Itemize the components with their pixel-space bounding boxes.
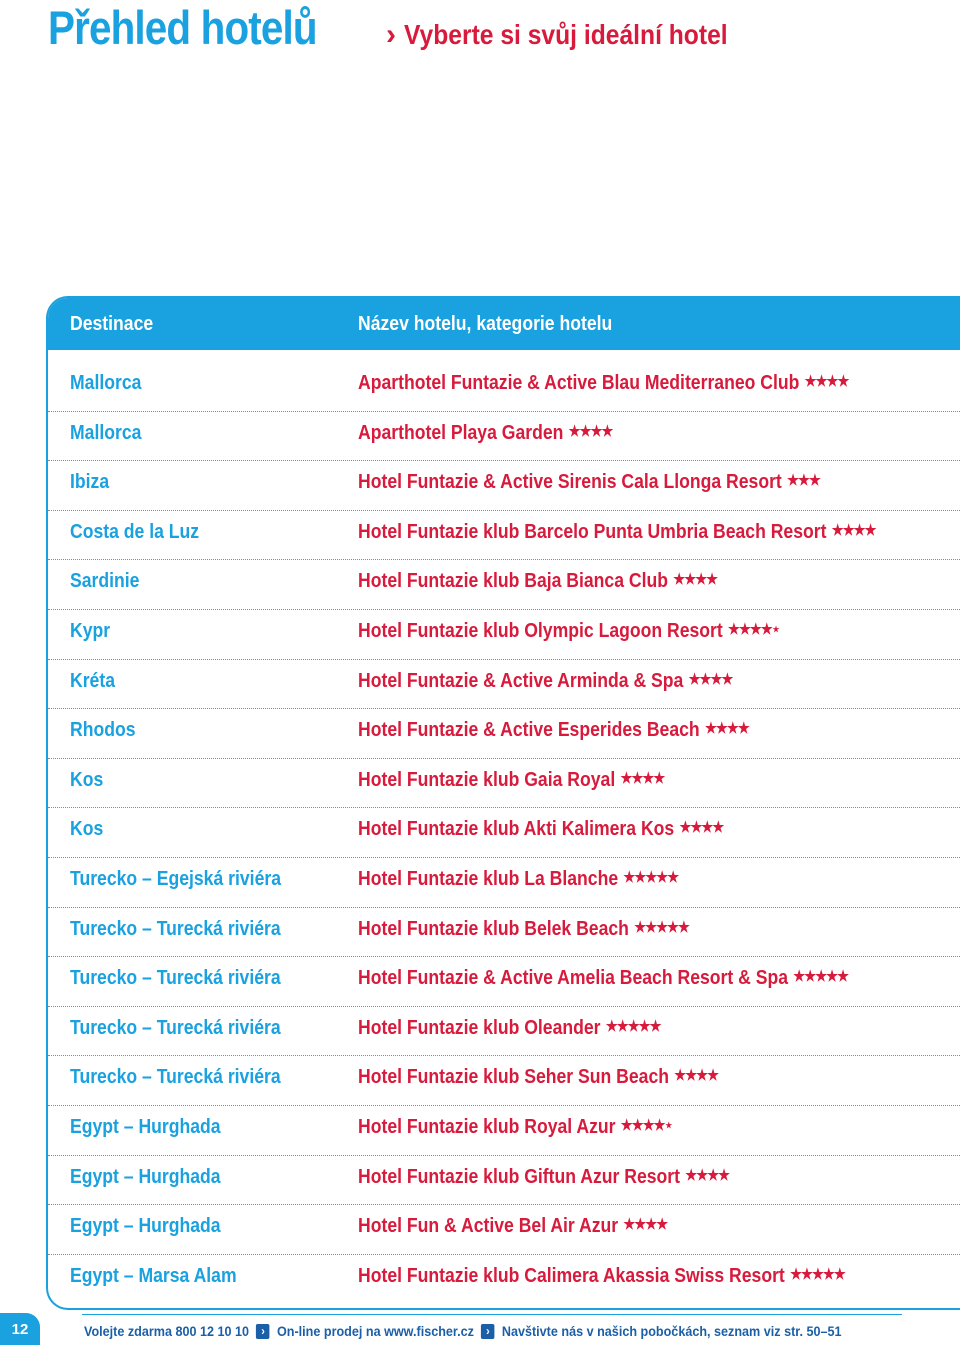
- hotel-name: Hotel Funtazie klub Royal Azur: [358, 1115, 616, 1138]
- hotel-name: Aparthotel Playa Garden: [358, 421, 564, 444]
- star-rating-icon: ★★★★⋆: [620, 1116, 672, 1134]
- hotel-name: Hotel Funtazie klub Oleander: [358, 1016, 601, 1039]
- page-number-badge: 12: [0, 1313, 40, 1345]
- header-hotel: Název hotelu, kategorie hotelu: [358, 312, 613, 335]
- hotel-name: Hotel Funtazie klub Gaia Royal: [358, 768, 616, 791]
- star-rating-icon: ★★★★: [674, 1067, 719, 1085]
- row-destination: Turecko – Turecká riviéra: [70, 1016, 281, 1039]
- table-row: [48, 362, 960, 412]
- hotel-name: Hotel Funtazie klub Seher Sun Beach: [358, 1066, 669, 1089]
- row-hotel: [358, 1265, 845, 1288]
- row-hotel: [358, 570, 717, 593]
- hotel-name: Hotel Funtazie klub Akti Kalimera Kos: [358, 818, 675, 841]
- table-row: [48, 1056, 960, 1106]
- table-row: [48, 1156, 960, 1206]
- footer-phone: Volejte zdarma 800 12 10 10: [84, 1323, 250, 1339]
- hotel-name: Hotel Fun & Active Bel Air Azur: [358, 1215, 619, 1238]
- page-title-main: Přehled hotelů: [48, 1, 317, 54]
- header-destination: Destinace: [70, 312, 154, 335]
- row-hotel: [358, 868, 678, 891]
- footer: [84, 1320, 842, 1342]
- table-row: [48, 660, 960, 710]
- page-title: [48, 0, 772, 62]
- star-rating-icon: ★★★★: [685, 1166, 730, 1184]
- table-header: [48, 298, 960, 350]
- arrow-right-icon: ›: [256, 1324, 270, 1339]
- star-rating-icon: ★★★★: [704, 720, 749, 738]
- hotel-overview-table: [46, 296, 960, 1310]
- hotel-name: Hotel Funtazie klub Barcelo Punta Umbria Beach Resort: [358, 520, 827, 543]
- table-row: [48, 461, 960, 511]
- star-rating-icon: ★★★★★: [605, 1017, 661, 1035]
- row-hotel: [358, 372, 848, 395]
- star-rating-icon: ★★★★: [831, 521, 876, 539]
- row-destination: Ibiza: [70, 471, 110, 494]
- footer-divider: [82, 1314, 902, 1315]
- table-row: [48, 511, 960, 561]
- page-subtitle: Vyberte si svůj ideální hotel: [404, 19, 728, 50]
- row-destination: Kos: [70, 818, 104, 841]
- table-row: [48, 1106, 960, 1156]
- row-hotel: [358, 1017, 661, 1040]
- row-hotel: [358, 1066, 718, 1089]
- row-destination: Turecko – Egejská riviéra: [70, 867, 281, 890]
- table-row: [48, 808, 960, 858]
- row-destination: Egypt – Hurghada: [70, 1115, 221, 1138]
- hotel-name: Hotel Funtazie klub Belek Beach: [358, 917, 629, 940]
- row-hotel: [358, 1116, 672, 1139]
- row-hotel: [358, 521, 876, 544]
- star-rating-icon: ★★★★: [679, 819, 724, 837]
- table-row: [48, 709, 960, 759]
- hotel-name: Hotel Funtazie klub Baja Bianca Club: [358, 570, 669, 593]
- row-hotel: [358, 818, 723, 841]
- footer-online-link[interactable]: On-line prodej na www.fischer.cz: [276, 1323, 474, 1339]
- row-destination: Egypt – Hurghada: [70, 1215, 221, 1238]
- row-hotel: [358, 918, 689, 941]
- table-body: [48, 362, 960, 1303]
- table-row: [48, 1007, 960, 1057]
- row-hotel: [358, 471, 820, 494]
- row-hotel: [358, 1166, 729, 1189]
- hotel-name: Aparthotel Funtazie & Active Blau Mediterraneo Club: [358, 372, 800, 394]
- row-destination: Egypt – Hurghada: [70, 1165, 221, 1188]
- table-row: [48, 1255, 960, 1304]
- row-hotel: [358, 1215, 667, 1238]
- table-row: [48, 957, 960, 1007]
- star-rating-icon: ★★★★★: [790, 1265, 845, 1283]
- row-destination: Egypt – Marsa Alam: [70, 1264, 237, 1287]
- row-hotel: [358, 719, 749, 742]
- footer-branches: Navštivte nás v našich pobočkách, seznam viz str. 50–51: [501, 1323, 842, 1339]
- title-chevron-icon: ›: [386, 18, 396, 51]
- table-row: [48, 1205, 960, 1255]
- row-hotel: [358, 967, 848, 990]
- row-hotel: [358, 670, 732, 693]
- hotel-name: Hotel Funtazie klub Olympic Lagoon Resort: [358, 619, 723, 642]
- table-row: [48, 412, 960, 462]
- hotel-name: Hotel Funtazie & Active Amelia Beach Resort & Spa: [358, 967, 789, 990]
- star-rating-icon: ★★★★★: [623, 868, 679, 886]
- row-destination: Kypr: [70, 619, 111, 642]
- hotel-name: Hotel Funtazie & Active Esperides Beach: [358, 719, 700, 742]
- table-row: [48, 759, 960, 809]
- row-destination: Mallorca: [70, 372, 142, 394]
- row-hotel: [358, 422, 612, 445]
- star-rating-icon: ★★★★: [688, 670, 733, 688]
- star-rating-icon: ★★★★★: [634, 918, 689, 936]
- hotel-name: Hotel Funtazie klub La Blanche: [358, 867, 619, 890]
- arrow-right-icon: ›: [481, 1324, 495, 1339]
- star-rating-icon: ★★★★: [623, 1216, 668, 1234]
- row-hotel: [358, 620, 779, 643]
- table-row: [48, 858, 960, 908]
- row-destination: Sardinie: [70, 570, 140, 593]
- row-hotel: [358, 769, 664, 792]
- star-rating-icon: ★★★★★: [793, 968, 849, 986]
- hotel-name: Hotel Funtazie & Active Arminda & Spa: [358, 669, 684, 692]
- star-rating-icon: ★★★★: [568, 422, 613, 440]
- row-destination: Turecko – Turecká riviéra: [70, 967, 281, 990]
- table-row: [48, 560, 960, 610]
- star-rating-icon: ★★★: [787, 472, 820, 490]
- hotel-name: Hotel Funtazie & Active Sirenis Cala Llonga Resort: [358, 471, 782, 494]
- row-destination: Rhodos: [70, 719, 136, 742]
- table-row: [48, 908, 960, 958]
- row-destination: Turecko – Turecká riviéra: [70, 1066, 281, 1089]
- hotel-name: Hotel Funtazie klub Calimera Akassia Swiss Resort: [358, 1264, 785, 1287]
- star-rating-icon: ★★★★: [620, 769, 665, 787]
- hotel-name: Hotel Funtazie klub Giftun Azur Resort: [358, 1165, 681, 1188]
- row-destination: Turecko – Turecká riviéra: [70, 917, 281, 940]
- row-destination: Kréta: [70, 669, 116, 692]
- row-destination: Costa de la Luz: [70, 520, 200, 543]
- star-rating-icon: ★★★★: [804, 373, 849, 390]
- table-row: [48, 610, 960, 660]
- row-destination: Mallorca: [70, 421, 142, 444]
- row-destination: Kos: [70, 768, 104, 791]
- star-rating-icon: ★★★★: [673, 571, 718, 589]
- star-rating-icon: ★★★★⋆: [728, 620, 780, 638]
